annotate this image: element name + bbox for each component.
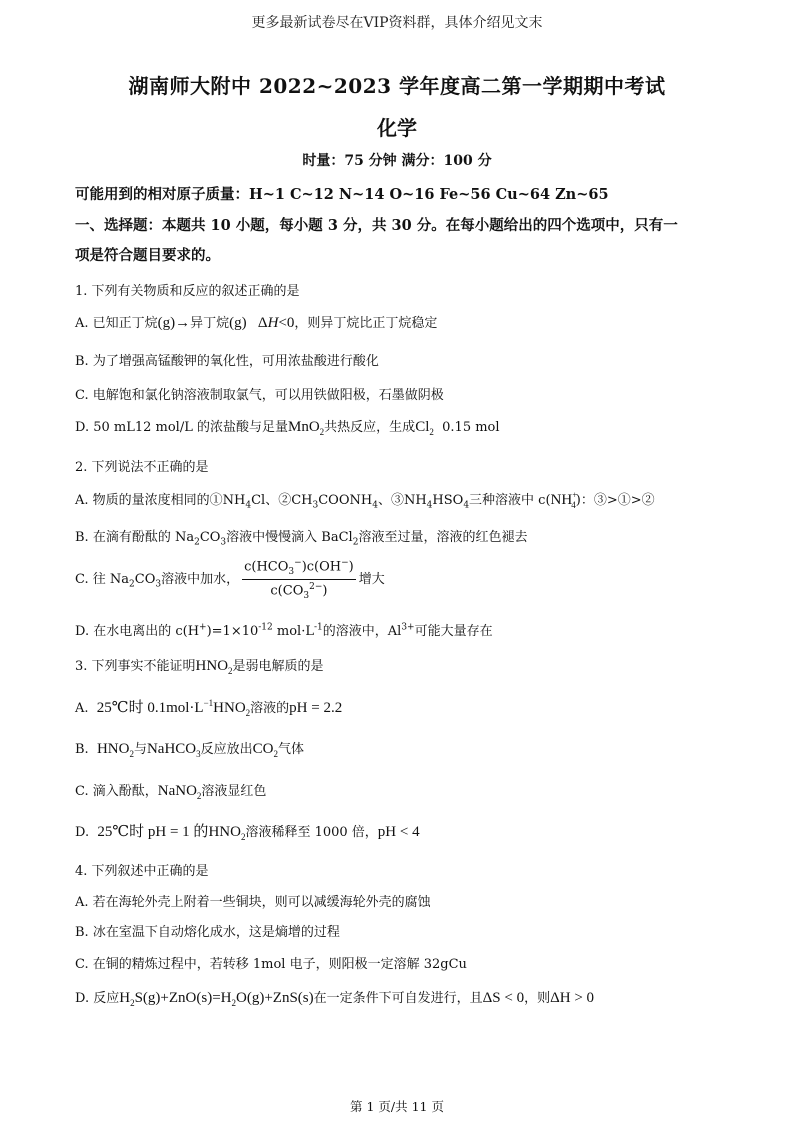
q4-option-b: B. 冰在室温下自动熔化成水，这是熵增的过程: [75, 925, 340, 940]
q2-option-d: D. 在水电离出的 $c(H^+)=1\times 10^{-12}$ $mol\cdot L^{-1}$的溶液中，$Al^{3+}$可能大量存在: [75, 622, 493, 639]
q1-option-a: A. 已知正丁烷(g)→异丁烷(g) ΔH<0，则异丁烷比正丁烷稳定: [75, 315, 438, 331]
q2-fraction: $\frac{c(HCO_3^-)c(OH^-)}{c(CO_3^{2-})}$: [244, 558, 354, 601]
q3-option-d: D. 25℃时 pH = 1 的$HNO_2$溶液稀释至 1000 倍，pH < 4: [75, 824, 420, 842]
q4-option-d: D. 反应$H_2S(g)+ZnO(s)=H_2O(g)+ZnS(s)$在一定条件下可自发进行，且ΔS < 0，则ΔH > 0: [75, 990, 595, 1008]
section-instruction-line1: 一、选择题：本题共 10 小题，每小题 3 分，共 30 分。在每小题给出的四个选项中，只有一: [75, 217, 678, 234]
top-banner: 更多最新试卷尽在VIP资料群，具体介绍见文末: [251, 15, 543, 31]
q2-option-b: B. 在滴有酚酞的 $Na_2CO_3$溶液中慢慢滴入 BaCl$_2$溶液至过量，溶液的红色褪去: [75, 530, 528, 548]
q3-stem: 3. 下列事实不能证明$HNO_2$是弱电解质的是: [75, 658, 324, 676]
q3-option-a: A. 25℃时 $0.1mol\cdot L^{-1}HNO_2$溶液的pH = 2.2: [75, 698, 343, 718]
q4-option-a: A. 若在海轮外壳上附着一些铜块，则可以减缓海轮外壳的腐蚀: [75, 895, 431, 910]
atomic-masses: 可能用到的相对原子质量：H~1 C~12 N~14 O~16 Fe~56 Cu~64 Zn~65: [75, 186, 609, 203]
q3-option-b: B. $HNO_2$与NaHCO$_3$反应放出$CO_2$气体: [75, 741, 305, 759]
q1-stem: 1. 下列有关物质和反应的叙述正确的是: [75, 284, 300, 299]
section-instruction-line2: 项是符合题目要求的。: [75, 247, 220, 264]
exam-title: 湖南师大附中 2022~2023 学年度高二第一学期期中考试: [128, 74, 666, 98]
q2-option-c: C. 往 $Na_2CO_3$溶液中加水， $\frac{c(HCO_3^-)c(OH^-)}{c(CO_3^{2-})}$ 增大: [75, 558, 385, 601]
q1-option-c: C. 电解饱和氯化钠溶液制取氯气，可以用铁做阳极，石墨做阴极: [75, 388, 444, 403]
time-and-score: 时量：75 分钟 满分：100 分: [302, 153, 492, 169]
q2-stem: 2. 下列说法不正确的是: [75, 460, 209, 475]
q1-option-d: D. 50 mL12 mol/L 的浓盐酸与足量MnO$_2$共热反应，生成$Cl_2$ 0.15 mol: [75, 419, 500, 437]
q4-stem: 4. 下列叙述中正确的是: [75, 864, 209, 879]
subject-title: 化学: [377, 116, 417, 140]
q3-option-c: C. 滴入酚酞，NaNO$_2$溶液显红色: [75, 783, 267, 801]
page-footer: 第 1 页/共 11 页: [350, 1099, 444, 1114]
q2-option-a: A. 物质的量浓度相同的$①NH_4Cl$、$②CH_3COONH_4$、$③NH_4HSO_4$三种溶液中 $c(NH^+_4)$：③>①>②: [75, 490, 655, 511]
q1-option-b: B. 为了增强高锰酸钾的氧化性，可用浓盐酸进行酸化: [75, 354, 379, 369]
q4-option-c: C. 在铜的精炼过程中，若转移 1mol 电子，则阳极一定溶解 32gCu: [75, 957, 467, 972]
